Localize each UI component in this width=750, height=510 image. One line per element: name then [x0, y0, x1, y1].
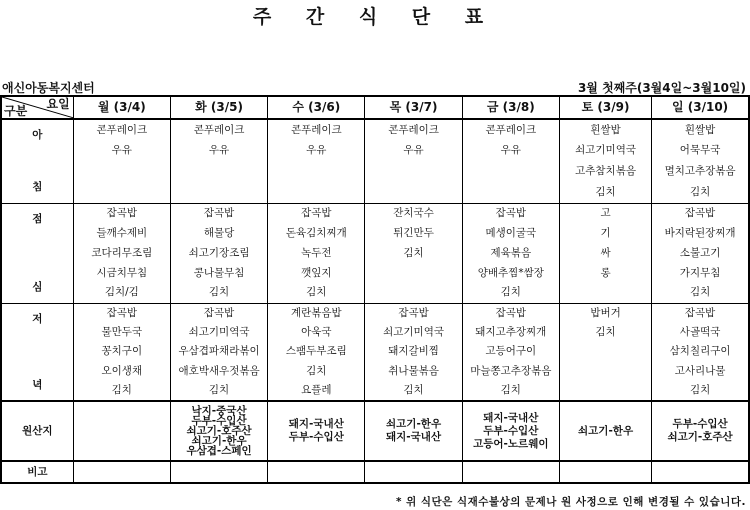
menu-item: 돼지고추장찌개 — [462, 323, 559, 343]
menu-item: 양배추찜*쌈장 — [462, 263, 559, 283]
day-header: 월 (3/4) — [73, 96, 170, 119]
menu-item: 콘푸레이크 — [170, 119, 267, 140]
origin-item: 돼지-국내산 — [483, 411, 539, 424]
origin-item: 두부-수입산 — [191, 415, 247, 427]
menu-item: 잡곡밥 — [73, 203, 170, 223]
menu-item: 사골떡국 — [652, 323, 749, 343]
origin-item: 쇠고기-호주산 — [186, 425, 252, 437]
menu-item: 콘푸레이크 — [268, 119, 365, 140]
dinner-label-char: 저 — [32, 313, 43, 325]
menu-item: 마늘쫑고추장볶음 — [462, 362, 559, 382]
page-title: 주 간 식 단 표 — [252, 6, 498, 28]
menu-item: 우유 — [73, 140, 170, 161]
dinner-row — [1, 381, 749, 401]
menu-item: 고 — [559, 203, 651, 223]
weekly-menu-table — [0, 95, 750, 484]
dinner-row — [1, 303, 749, 323]
origin-item: 쇠고기-한우 — [386, 418, 442, 430]
menu-item: 잡곡밥 — [170, 203, 267, 223]
day-header: 금 (3/8) — [462, 96, 559, 119]
menu-item: 해물당 — [170, 223, 267, 243]
origin-item: 돼지-국내산 — [386, 431, 442, 443]
note-cell — [462, 461, 559, 483]
menu-item: 김치 — [559, 323, 651, 343]
menu-item: 쇠고기미역국 — [365, 323, 462, 343]
menu-item: 잡곡밥 — [268, 203, 365, 223]
lunch-row — [1, 263, 749, 283]
menu-item: 물만두국 — [73, 323, 170, 343]
menu-item: 잔치국수 — [365, 203, 462, 223]
origin-cell — [652, 401, 749, 461]
menu-item: 메생이굴국 — [462, 223, 559, 243]
menu-item: 흰쌀밥 — [559, 119, 651, 140]
menu-item: 김치 — [170, 381, 267, 401]
origin-cell — [268, 401, 365, 461]
day-header: 목 (3/7) — [365, 96, 462, 119]
lunch-row — [1, 223, 749, 243]
menu-item: 잡곡밥 — [365, 303, 462, 323]
breakfast-label — [1, 119, 73, 203]
menu-item: 흰쌀밥 — [652, 119, 749, 140]
origin-item: 두부-수입산 — [672, 418, 728, 430]
menu-item: 바지락된장찌개 — [652, 223, 749, 243]
note-label: 비고 — [1, 461, 73, 483]
menu-item — [365, 161, 462, 182]
lunch-row — [1, 243, 749, 263]
menu-item: 김치 — [365, 381, 462, 401]
menu-item — [365, 263, 462, 283]
menu-item: 김치/김 — [73, 283, 170, 303]
menu-item: 튀긴만두 — [365, 223, 462, 243]
dinner-label — [1, 303, 73, 401]
breakfast-row — [1, 182, 749, 203]
menu-item — [365, 283, 462, 303]
corner-label-category: 구분 — [4, 104, 28, 118]
menu-item: 들깨수제비 — [73, 223, 170, 243]
week-label: 3월 첫째주(3월4일~3월10일) — [577, 81, 746, 95]
menu-item: 가지무침 — [652, 263, 749, 283]
footnote: * 위 식단은 식재수불상의 문제나 원 사정으로 인해 변경될 수 있습니다. — [395, 496, 746, 508]
menu-item: 계란볶음밥 — [268, 303, 365, 323]
note-cell — [268, 461, 365, 483]
menu-item — [170, 161, 267, 182]
menu-item — [462, 161, 559, 182]
menu-item: 고사리나물 — [652, 362, 749, 382]
origin-item: 쇠고기-한우 — [191, 435, 247, 447]
menu-item — [73, 161, 170, 182]
menu-item: 김치 — [462, 283, 559, 303]
menu-item: 잡곡밥 — [462, 203, 559, 223]
menu-item: 김치 — [652, 182, 749, 203]
menu-item: 잡곡밥 — [652, 303, 749, 323]
menu-item: 콘푸레이크 — [73, 119, 170, 140]
breakfast-label-char: 아 — [32, 129, 43, 142]
origin-label: 원산지 — [1, 401, 73, 461]
menu-item: 김치 — [268, 362, 365, 382]
menu-item: 녹두전 — [268, 243, 365, 263]
corner-label-day: 요일 — [46, 97, 70, 111]
lunch-label — [1, 203, 73, 303]
dinner-row — [1, 362, 749, 382]
menu-item: 우유 — [462, 140, 559, 161]
menu-item: 김치 — [652, 283, 749, 303]
menu-item: 기 — [559, 223, 651, 243]
menu-item: 아욱국 — [268, 323, 365, 343]
menu-item — [559, 381, 651, 401]
day-header: 화 (3/5) — [170, 96, 267, 119]
menu-item: 애호박새우젓볶음 — [170, 362, 267, 382]
origin-item: 쇠고기-호주산 — [667, 431, 733, 443]
origin-cell — [559, 401, 651, 461]
menu-item: 제육볶음 — [462, 243, 559, 263]
dinner-label-char: 녁 — [32, 378, 43, 391]
origin-row — [1, 401, 749, 461]
note-cell — [170, 461, 267, 483]
menu-item: 콘푸레이크 — [365, 119, 462, 140]
menu-item: 김치 — [73, 381, 170, 401]
menu-item: 쇠고기미역국 — [170, 323, 267, 343]
menu-item: 돈육김치찌개 — [268, 223, 365, 243]
menu-item: 잡곡밥 — [462, 303, 559, 323]
menu-item — [559, 362, 651, 382]
menu-item: 싸 — [559, 243, 651, 263]
menu-item: 고추참치볶음 — [559, 161, 651, 182]
menu-item: 콩나물무침 — [170, 263, 267, 283]
menu-item: 콘푸레이크 — [462, 119, 559, 140]
lunch-label-char: 심 — [32, 281, 43, 293]
menu-item: 깻잎지 — [268, 263, 365, 283]
menu-item: 요플레 — [268, 381, 365, 401]
dinner-row — [1, 323, 749, 343]
menu-item: 오이생채 — [73, 362, 170, 382]
menu-item: 고등어구이 — [462, 342, 559, 362]
menu-item — [73, 182, 170, 203]
origin-cell — [73, 401, 170, 461]
menu-item — [170, 182, 267, 203]
menu-item: 잡곡밥 — [73, 303, 170, 323]
origin-item: 고등어-노르웨이 — [473, 437, 549, 450]
lunch-label-char: 점 — [32, 213, 43, 225]
note-cell — [559, 461, 651, 483]
menu-item: 소불고기 — [652, 243, 749, 263]
origin-item: 낙지-중국산 — [191, 405, 247, 417]
menu-item: 우유 — [170, 140, 267, 161]
menu-item: 어묵무국 — [652, 140, 749, 161]
menu-item: 꽁치구이 — [73, 342, 170, 362]
origin-item: 우삼겹-스페인 — [186, 445, 252, 457]
menu-item: 삼치칠리구이 — [652, 342, 749, 362]
breakfast-row — [1, 119, 749, 140]
menu-item: 돼지갈비찜 — [365, 342, 462, 362]
menu-item: 김치 — [462, 381, 559, 401]
day-header: 수 (3/6) — [268, 96, 365, 119]
origin-item: 두부-수입산 — [288, 431, 344, 443]
menu-item: 멸치고추장볶음 — [652, 161, 749, 182]
lunch-row — [1, 283, 749, 303]
organization-name: 애신아동복지센터 — [2, 81, 95, 95]
menu-item: 잡곡밥 — [652, 203, 749, 223]
breakfast-label-char: 침 — [32, 181, 43, 194]
menu-item — [462, 182, 559, 203]
lunch-row — [1, 203, 749, 223]
breakfast-row — [1, 161, 749, 182]
menu-item — [365, 182, 462, 203]
day-header: 일 (3/10) — [652, 96, 749, 119]
menu-item: 김치 — [559, 182, 651, 203]
menu-item: 시금치무침 — [73, 263, 170, 283]
note-cell — [73, 461, 170, 483]
day-header: 토 (3/9) — [559, 96, 651, 119]
origin-item: 쇠고기-한우 — [578, 424, 634, 437]
menu-item: 우유 — [268, 140, 365, 161]
menu-item: 롱 — [559, 263, 651, 283]
menu-item — [559, 342, 651, 362]
menu-item — [559, 283, 651, 303]
menu-item: 밥버거 — [559, 303, 651, 323]
menu-item: 쇠고기미역국 — [559, 140, 651, 161]
breakfast-row — [1, 140, 749, 161]
menu-item — [268, 182, 365, 203]
origin-cell — [462, 401, 559, 461]
corner-header — [1, 96, 73, 119]
menu-item: 스팸두부조림 — [268, 342, 365, 362]
menu-item: 김치 — [365, 243, 462, 263]
header-row — [1, 96, 749, 119]
origin-cell — [170, 401, 267, 461]
note-row — [1, 461, 749, 483]
menu-item: 김치 — [170, 283, 267, 303]
menu-item: 우삼겹파채라볶이 — [170, 342, 267, 362]
note-cell — [365, 461, 462, 483]
note-cell — [652, 461, 749, 483]
menu-item: 우유 — [365, 140, 462, 161]
menu-item: 김치 — [652, 381, 749, 401]
menu-item: 김치 — [268, 283, 365, 303]
origin-item: 돼지-국내산 — [288, 418, 344, 430]
dinner-row — [1, 342, 749, 362]
origin-cell — [365, 401, 462, 461]
menu-item: 코다리무조림 — [73, 243, 170, 263]
menu-item: 쇠고기장조림 — [170, 243, 267, 263]
origin-item: 두부-수입산 — [483, 424, 539, 437]
menu-item: 취나물볶음 — [365, 362, 462, 382]
menu-item: 잡곡밥 — [170, 303, 267, 323]
menu-item — [268, 161, 365, 182]
